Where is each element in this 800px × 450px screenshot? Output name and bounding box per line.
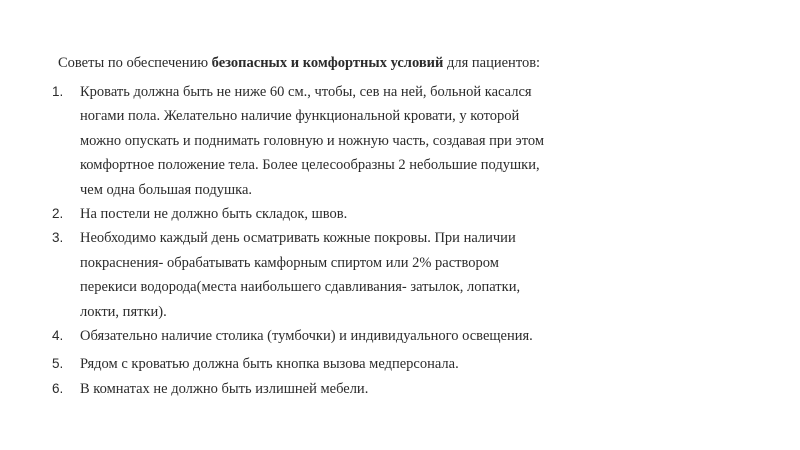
heading-bold: безопасных и комфортных условий xyxy=(211,55,444,71)
tips-list xyxy=(52,80,692,401)
list-item xyxy=(52,226,692,324)
list-item-line: Необходимо каждый день осматривать кожные покровы. При наличии xyxy=(80,230,516,247)
list-item-number: 2. xyxy=(52,206,64,222)
list-item-line: перекиси водорода(места наибольшего сдавливания- затылок, лопатки, xyxy=(80,279,521,296)
list-item-line: чем одна большая подушка. xyxy=(80,181,253,198)
list-item-number: 6. xyxy=(52,380,64,396)
heading-prefix: Советы по обеспечению xyxy=(58,55,212,71)
list-item-line: Обязательно наличие столика (тумбочки) и индивидуального освещения. xyxy=(80,328,533,345)
list-item-line: В комнатах не должно быть излишней мебели. xyxy=(80,380,369,397)
list-item xyxy=(52,352,692,376)
list-item-line: На постели не должно быть складок, швов. xyxy=(80,206,348,223)
list-item-number: 4. xyxy=(52,328,64,344)
list-item-number: 1. xyxy=(52,84,64,99)
list-item xyxy=(52,80,692,202)
list-item-number: 5. xyxy=(52,356,64,372)
list-item xyxy=(52,324,692,348)
list-item-line: локти, пятки). xyxy=(80,303,167,320)
list-item-line: Рядом с кроватью должна быть кнопка вызова медперсонала. xyxy=(80,356,459,373)
list-item-line: покраснения- обрабатывать камфорным спиртом или 2% раствором xyxy=(80,254,499,271)
list-item xyxy=(52,377,692,401)
list-item-line: Кровать должна быть не ниже 60 см., чтобы, сев на ней, больной касался xyxy=(80,84,532,100)
heading-suffix: для пациентов: xyxy=(443,55,541,71)
list-item xyxy=(52,202,692,226)
list-item-line: ногами пола. Желательно наличие функциональной кровати, у которой xyxy=(80,108,520,125)
list-item-line: комфортное положение тела. Более целесообразны 2 небольшие подушки, xyxy=(80,157,540,174)
slide-heading xyxy=(58,53,540,73)
list-item-number: 3. xyxy=(52,230,64,246)
list-item-line: можно опускать и поднимать головную и ножную часть, создавая при этом xyxy=(80,132,545,149)
